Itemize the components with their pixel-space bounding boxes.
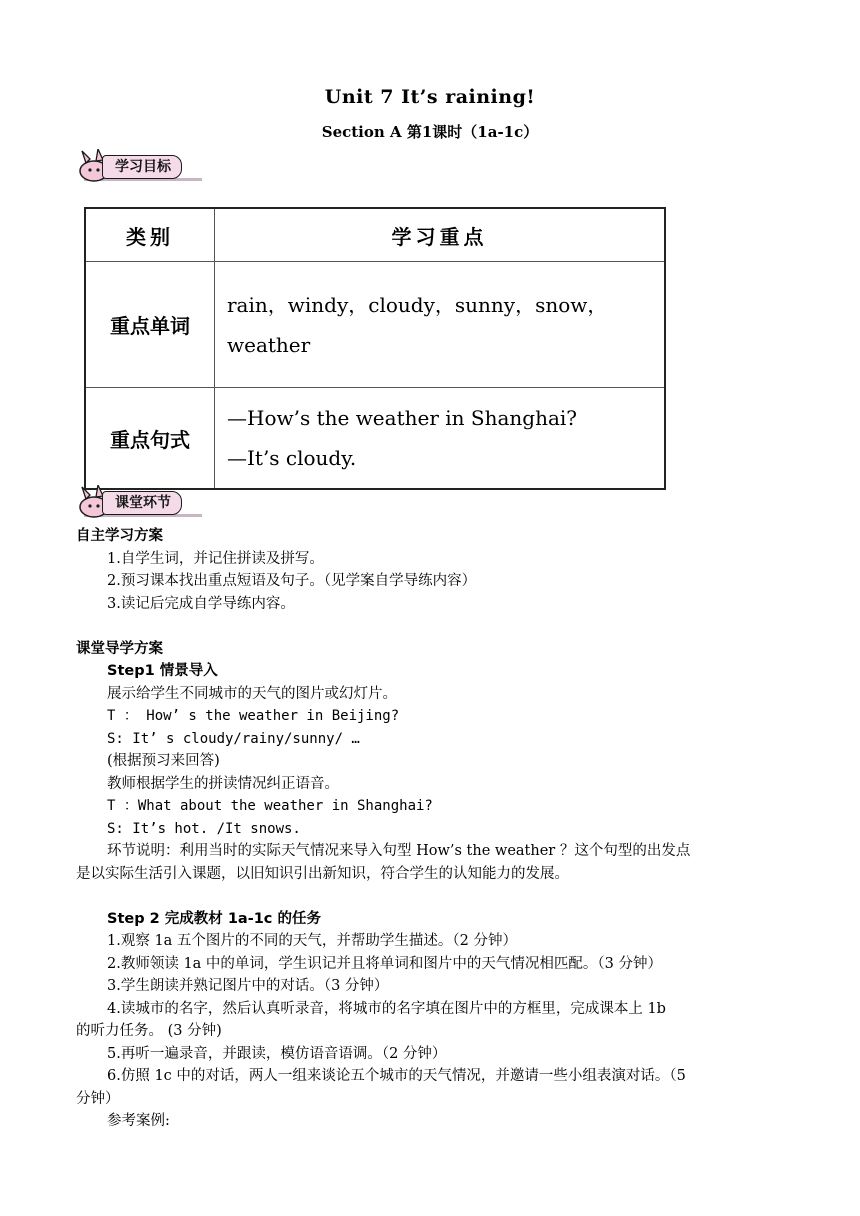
row-category: 重点句式 xyxy=(85,388,215,490)
reference-label: 参考案例: xyxy=(107,1113,170,1129)
step2-title: Step 2 完成教材 1a-1c 的任务 xyxy=(107,910,321,927)
lesson-body xyxy=(76,525,788,1133)
key-words-line: rain，windy，cloudy，sunny，snow， xyxy=(227,292,608,317)
key-words-line: weather xyxy=(227,332,311,357)
row-content xyxy=(215,262,666,388)
page-subtitle: Section A 第1课时（1a-1c） xyxy=(321,123,539,141)
step1-line: T ： How’ s the weather in Beijing? xyxy=(107,708,400,724)
classroom-banner-label: 课堂环节 xyxy=(102,491,182,515)
row-content xyxy=(215,388,666,490)
page-title: Unit 7 It’s raining! xyxy=(324,86,536,108)
list-item: 4.读城市的名字，然后认真听录音，将城市的名字填在图片中的方框里，完成课本上 1b xyxy=(107,1000,666,1017)
step1-line: S: It’ s cloudy/rainy/sunny/ … xyxy=(107,730,360,747)
step1-line: S: It’s hot. /It snows. xyxy=(107,820,301,837)
list-item: 的听力任务。 (3 分钟) xyxy=(76,1023,222,1039)
list-item: 2.预习课本找出重点短语及句子。（见学案自学导练内容） xyxy=(107,573,477,589)
step1-line: 展示给学生不同城市的天气的图片或幻灯片。 xyxy=(107,685,397,702)
key-sentence-line: —How’s the weather in Shanghai? xyxy=(227,406,577,430)
table-header-category: 类别 xyxy=(85,208,215,262)
goals-banner xyxy=(72,149,202,183)
list-item: 2.教师领读 1a 中的单词，学生识记并且将单词和图片中的天气情况相匹配。（3 分钟） xyxy=(107,955,663,972)
step1-note: 是以实际生活引入课题，以旧知识引出新知识，符合学生的认知能力的发展。 xyxy=(76,865,569,882)
list-item: 3.学生朗读并熟记图片中的对话。（3 分钟） xyxy=(107,978,389,994)
step1-line: T ：What about the weather in Shanghai? xyxy=(107,798,433,814)
list-item: 1.自学生词，并记住拼读及拼写。 xyxy=(107,550,324,567)
guide-heading: 课堂导学方案 xyxy=(76,640,163,657)
row-category: 重点单词 xyxy=(85,262,215,388)
list-item: 6.仿照 1c 中的对话，两人一组来谈论五个城市的天气情况，并邀请一些小组表演对话。（5 xyxy=(107,1068,686,1084)
list-item: 分钟） xyxy=(76,1090,120,1107)
step1-title: Step1 情景导入 xyxy=(107,663,218,679)
classroom-banner xyxy=(72,485,202,519)
step1-line: 教师根据学生的拼读情况纠正语音。 xyxy=(107,775,339,792)
learning-goals-table xyxy=(84,207,666,490)
list-item: 3.读记后完成自学导练内容。 xyxy=(107,595,295,612)
table-header-focus: 学习重点 xyxy=(215,208,666,262)
list-item: 1.观察 1a 五个图片的不同的天气，并帮助学生描述。（2 分钟） xyxy=(107,933,518,949)
table-row xyxy=(85,388,665,490)
list-item: 5.再听一遍录音，并跟读，模仿语音语调。（2 分钟） xyxy=(107,1045,447,1062)
self-study-heading: 自主学习方案 xyxy=(76,528,163,544)
key-sentence-line: —It’s cloudy. xyxy=(227,446,357,470)
table-row xyxy=(85,262,665,388)
goals-banner-label: 学习目标 xyxy=(102,155,182,179)
step1-line: (根据预习来回答) xyxy=(107,753,220,769)
step1-note: 环节说明：利用当时的实际天气情况来导入句型 How’s the weather ？这个句型的出发点 xyxy=(107,843,691,859)
